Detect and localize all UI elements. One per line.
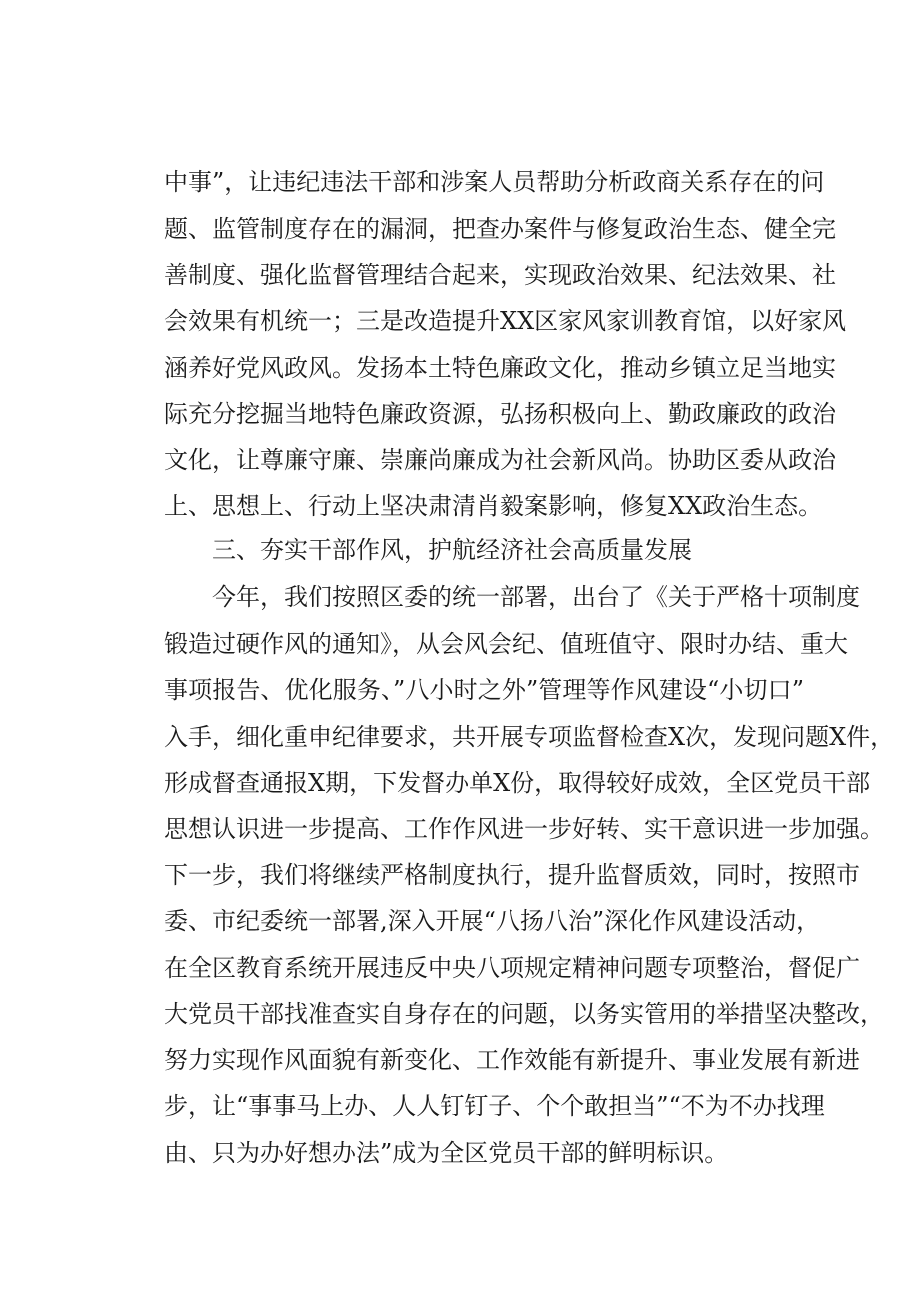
text-line: 涵养好党风政风。发扬本土特色廉政文化，推动乡镇立足当地实 <box>164 354 836 382</box>
text-line: 步，让“事事马上办、人人钉钉子、个个敢担当”“不为不办找理 <box>164 1092 825 1120</box>
text-line: 由、只为办好想办法”成为全区党员干部的鲜明标识。 <box>164 1139 729 1167</box>
text-line: 题、监管制度存在的漏洞，把查办案件与修复政治生态、健全完 <box>164 215 836 243</box>
text-line: 文化，让尊廉守廉、崇廉尚廉成为社会新风尚。协助区委从政治 <box>164 446 836 474</box>
text-line: 努力实现作风面貌有新变化、工作效能有新提升、事业发展有新进 <box>164 1046 860 1074</box>
text-line: 大党员干部找准查实自身存在的问题，以务实管用的举措坚决整改， <box>164 1000 884 1028</box>
text-line: 思想认识进一步提高、工作作风进一步好转、实干意识进一步加强。 <box>164 815 884 843</box>
text-line: 锻造过硬作风的通知》，从会风会纪、值班值守、限时办结、重大 <box>164 630 848 658</box>
text-line: 下一步，我们将继续严格制度执行，提升监督质效，同时，按照市 <box>164 861 860 889</box>
text-line: 事项报告、优化服务、”八小时之外”管理等作风建设“小切口” <box>164 676 804 704</box>
text-line: 委、市纪委统一部署,深入开展“八扬八治”深化作风建设活动， <box>164 907 821 935</box>
text-line: 上、思想上、行动上坚决肃清肖毅案影响，修复XX政治生态。 <box>164 492 823 520</box>
text-line: 际充分挖掘当地特色廉政资源，弘扬积极向上、勤政廉政的政治 <box>164 400 836 428</box>
text-line: 中事”，让违纪违法干部和涉案人员帮助分析政商关系存在的问 <box>164 168 825 196</box>
section-heading: 三、夯实干部作风，护航经济社会高质量发展 <box>212 536 692 564</box>
text-line: 入手，细化重申纪律要求，共开展专项监督检查X次，发现问题X件， <box>164 723 895 751</box>
text-line: 形成督查通报X期，下发督办单X份，取得较好成效，全区党员干部 <box>164 769 871 797</box>
text-line: 善制度、强化监督管理结合起来，实现政治效果、纪法效果、社 <box>164 261 836 289</box>
text-line: 会效果有机统一；三是改造提升XX区家风家训教育馆，以好家风 <box>164 307 847 335</box>
text-line: 今年，我们按照区委的统一部署，出台了《关于严格十项制度 <box>212 583 860 611</box>
text-line: 在全区教育系统开展违反中央八项规定精神问题专项整治，督促广 <box>164 954 860 982</box>
